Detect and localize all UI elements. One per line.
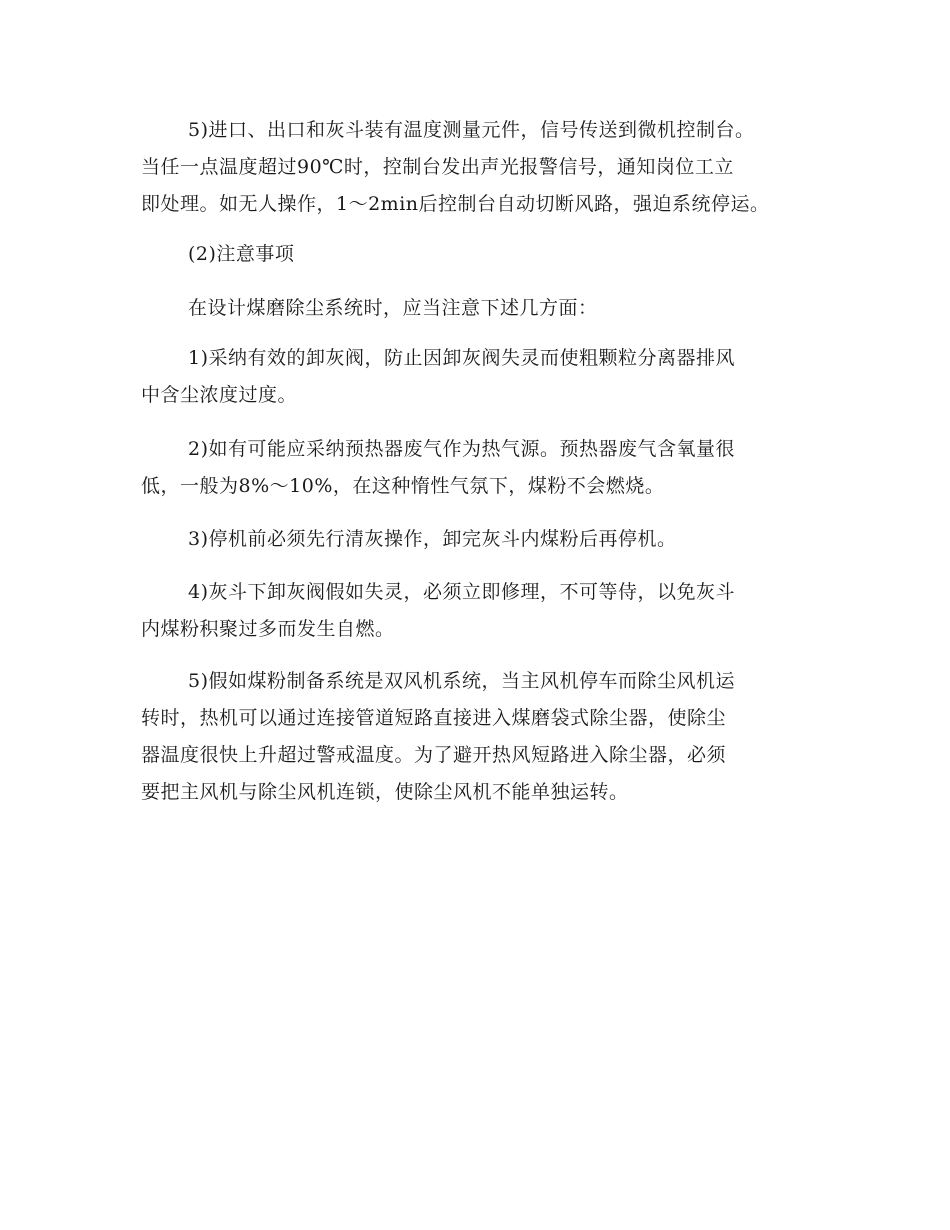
paragraph-7-line-1: 4)灰斗下卸灰阀假如失灵，必须立即修理，不可等侍，以免灰斗	[188, 581, 736, 603]
paragraph-8-line-2: 转时，热机可以通过连接管道短路直接进入煤磨袋式除尘器，使除尘	[141, 707, 727, 729]
paragraph-8-line-1: 5)假如煤粉制备系统是双风机系统，当主风机停车而除尘风机运	[188, 670, 736, 692]
paragraph-5-line-1: 2)如有可能应采纳预热器废气作为热气源。预热器废气含氧量很	[188, 438, 736, 460]
paragraph-3-line-1: 在设计煤磨除尘系统时，应当注意下述几方面：	[188, 297, 598, 319]
paragraph-8-line-4: 要把主风机与除尘风机连锁，使除尘风机不能单独运转。	[141, 781, 629, 803]
paragraph-5-line-2: 低，一般为8%～10%，在这种惰性气氛下，煤粉不会燃烧。	[141, 475, 665, 497]
paragraph-6-line-1: 3)停机前必须先行清灰操作，卸完灰斗内煤粉后再停机。	[188, 528, 677, 550]
paragraph-7-line-2: 内煤粉积聚过多而发生自燃。	[141, 618, 395, 640]
paragraph-1-line-2: 当任一点温度超过90℃时，控制台发出声光报警信号，通知岗位工立	[141, 156, 734, 178]
paragraph-8-line-3: 器温度很快上升超过警戒温度。为了避开热风短路进入除尘器，必须	[141, 744, 727, 766]
paragraph-1-line-3: 即处理。如无人操作，1～2min后控制台自动切断风路，强迫系统停运。	[141, 193, 770, 215]
section-heading-notes: (2)注意事项	[188, 243, 295, 265]
paragraph-4-line-1: 1)采纳有效的卸灰阀，防止因卸灰阀失灵而使粗颗粒分离器排风	[188, 347, 736, 369]
paragraph-1-line-1: 5)进口、出口和灰斗装有温度测量元件，信号传送到微机控制台。	[188, 119, 755, 141]
paragraph-4-line-2: 中含尘浓度过度。	[141, 384, 298, 406]
